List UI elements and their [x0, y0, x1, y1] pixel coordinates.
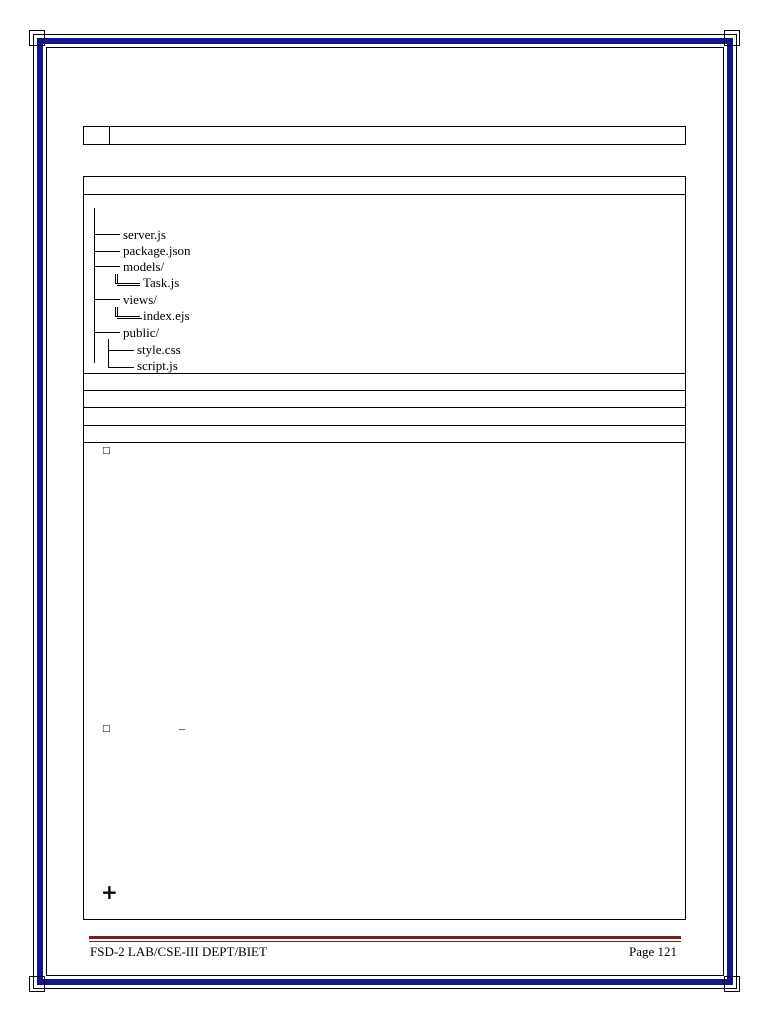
title-table	[83, 126, 686, 145]
border-corner-top-left	[29, 30, 45, 46]
tree-child-branch	[108, 350, 134, 351]
missing-glyph-icon: □	[102, 446, 111, 456]
main-table	[83, 176, 686, 920]
footer-department-label: FSD-2 LAB/CSE-III DEPT/BIET	[90, 944, 267, 959]
tree-child-line	[117, 307, 118, 316]
plus-icon: +	[101, 880, 118, 904]
tree-child-line	[115, 274, 116, 283]
tree-child-line	[117, 274, 118, 283]
tree-item-public-folder: public/	[123, 325, 160, 340]
footer-rule	[89, 936, 681, 939]
table-row-divider	[84, 373, 685, 374]
tree-child-branch	[115, 316, 140, 317]
tree-item-task-js: Task.js	[143, 275, 180, 290]
tree-child-branch	[108, 367, 134, 368]
page-number: Page 121	[628, 944, 677, 959]
tree-child-branch	[117, 318, 142, 319]
table-row-divider	[84, 407, 685, 408]
tree-branch-line	[94, 234, 120, 235]
tree-child-line	[108, 339, 109, 368]
tree-item-server-js: server.js	[123, 227, 166, 242]
border-corner-bottom-right	[724, 976, 740, 992]
title-table-number-cell	[84, 127, 110, 144]
tree-trunk-line	[94, 208, 95, 363]
tree-item-script-js: script.js	[137, 358, 178, 373]
table-row-divider	[84, 390, 685, 391]
footer-rule-thin	[89, 941, 681, 942]
tree-branch-line	[94, 251, 120, 252]
table-row-divider	[84, 425, 685, 426]
tree-branch-line	[94, 332, 120, 333]
tree-item-style-css: style.css	[137, 342, 181, 357]
tree-child-branch	[117, 285, 140, 286]
tree-child-branch	[115, 283, 140, 284]
tree-item-index-ejs: index.ejs	[143, 308, 190, 323]
en-dash: –	[179, 721, 185, 735]
tree-branch-line	[94, 266, 120, 267]
tree-child-line	[115, 307, 116, 316]
file-tree	[84, 177, 384, 377]
missing-glyph-icon: □	[102, 724, 111, 734]
tree-item-views-folder: views/	[123, 292, 157, 307]
border-corner-bottom-left	[29, 976, 45, 992]
table-row-divider	[84, 442, 685, 443]
border-corner-top-right	[724, 30, 740, 46]
tree-item-package-json: package.json	[123, 243, 191, 258]
tree-branch-line	[94, 299, 120, 300]
tree-item-models-folder: models/	[123, 259, 165, 274]
